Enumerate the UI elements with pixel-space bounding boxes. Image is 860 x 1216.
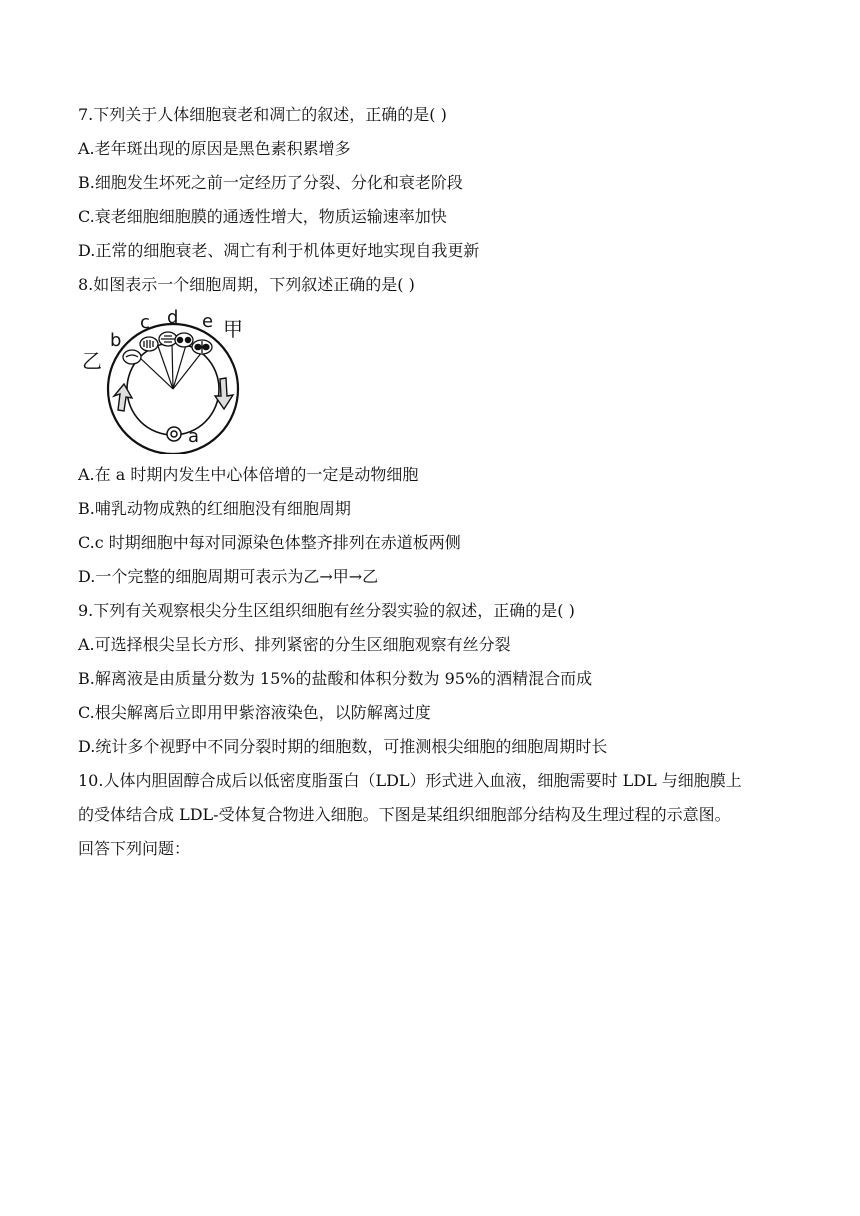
label-b: b (110, 330, 122, 351)
question-8-stem: 8.如图表示一个细胞周期，下列叙述正确的是( ) (78, 275, 415, 294)
question-9-option-b: B.解离液是由质量分数为 15%的盐酸和体积分数为 95%的酒精混合而成 (78, 669, 593, 688)
question-7-stem: 7.下列关于人体细胞衰老和凋亡的叙述，正确的是( ) (78, 105, 447, 124)
label-e: e (202, 311, 214, 332)
label-c: c (140, 312, 150, 333)
question-7-option-c: C.衰老细胞细胞膜的通透性增大，物质运输速率加快 (78, 207, 447, 226)
dividing-cell-icons (123, 332, 212, 364)
label-a: a (188, 426, 200, 447)
question-7-option-a: A.老年斑出现的原因是黑色素积累增多 (78, 139, 351, 158)
arrow-right-icon (215, 378, 233, 409)
question-8-option-d: D.一个完整的细胞周期可表示为乙→甲→乙 (78, 567, 379, 586)
cell-icon-b (123, 350, 141, 364)
question-9-stem: 9.下列有关观察根尖分生区组织细胞有丝分裂实验的叙述，正确的是( ) (78, 601, 575, 620)
cell-icon-c (140, 337, 158, 351)
question-9-option-a: A.可选择根尖呈长方形、排列紧密的分生区细胞观察有丝分裂 (78, 635, 511, 654)
question-8-option-b: B.哺乳动物成熟的红细胞没有细胞周期 (78, 499, 351, 518)
question-7-option-d: D.正常的细胞衰老、凋亡有利于机体更好地实现自我更新 (78, 241, 480, 260)
cell-cycle-diagram (78, 306, 258, 454)
question-10-line-2: 的受体结合成 LDL-受体复合物进入细胞。下图是某组织细胞部分结构及生理过程的示意图。 (78, 805, 731, 824)
question-7-option-b: B.细胞发生坏死之前一定经历了分裂、分化和衰老阶段 (78, 173, 463, 192)
question-10-line-3: 回答下列问题： (78, 839, 191, 858)
arrow-left-icon (114, 384, 132, 411)
question-9-option-c: C.根尖解离后立即用甲紫溶液染色，以防解离过度 (78, 703, 431, 722)
label-d: d (167, 307, 179, 328)
question-10-line-1: 10.人体内胆固醇合成后以低密度脂蛋白（LDL）形式进入血液，细胞需要时 LDL 与细胞膜上 (78, 771, 742, 790)
question-8-option-c: C.c 时期细胞中每对同源染色体整齐排列在赤道板两侧 (78, 533, 461, 552)
question-8-option-a: A.在 a 时期内发生中心体倍增的一定是动物细胞 (78, 465, 419, 484)
interphase-cell-icon (167, 427, 181, 441)
question-9-option-d: D.统计多个视野中不同分裂时期的细胞数，可推测根尖细胞的细胞周期时长 (78, 737, 608, 756)
label-jia: 甲 (223, 317, 243, 341)
label-yi: 乙 (82, 349, 102, 373)
